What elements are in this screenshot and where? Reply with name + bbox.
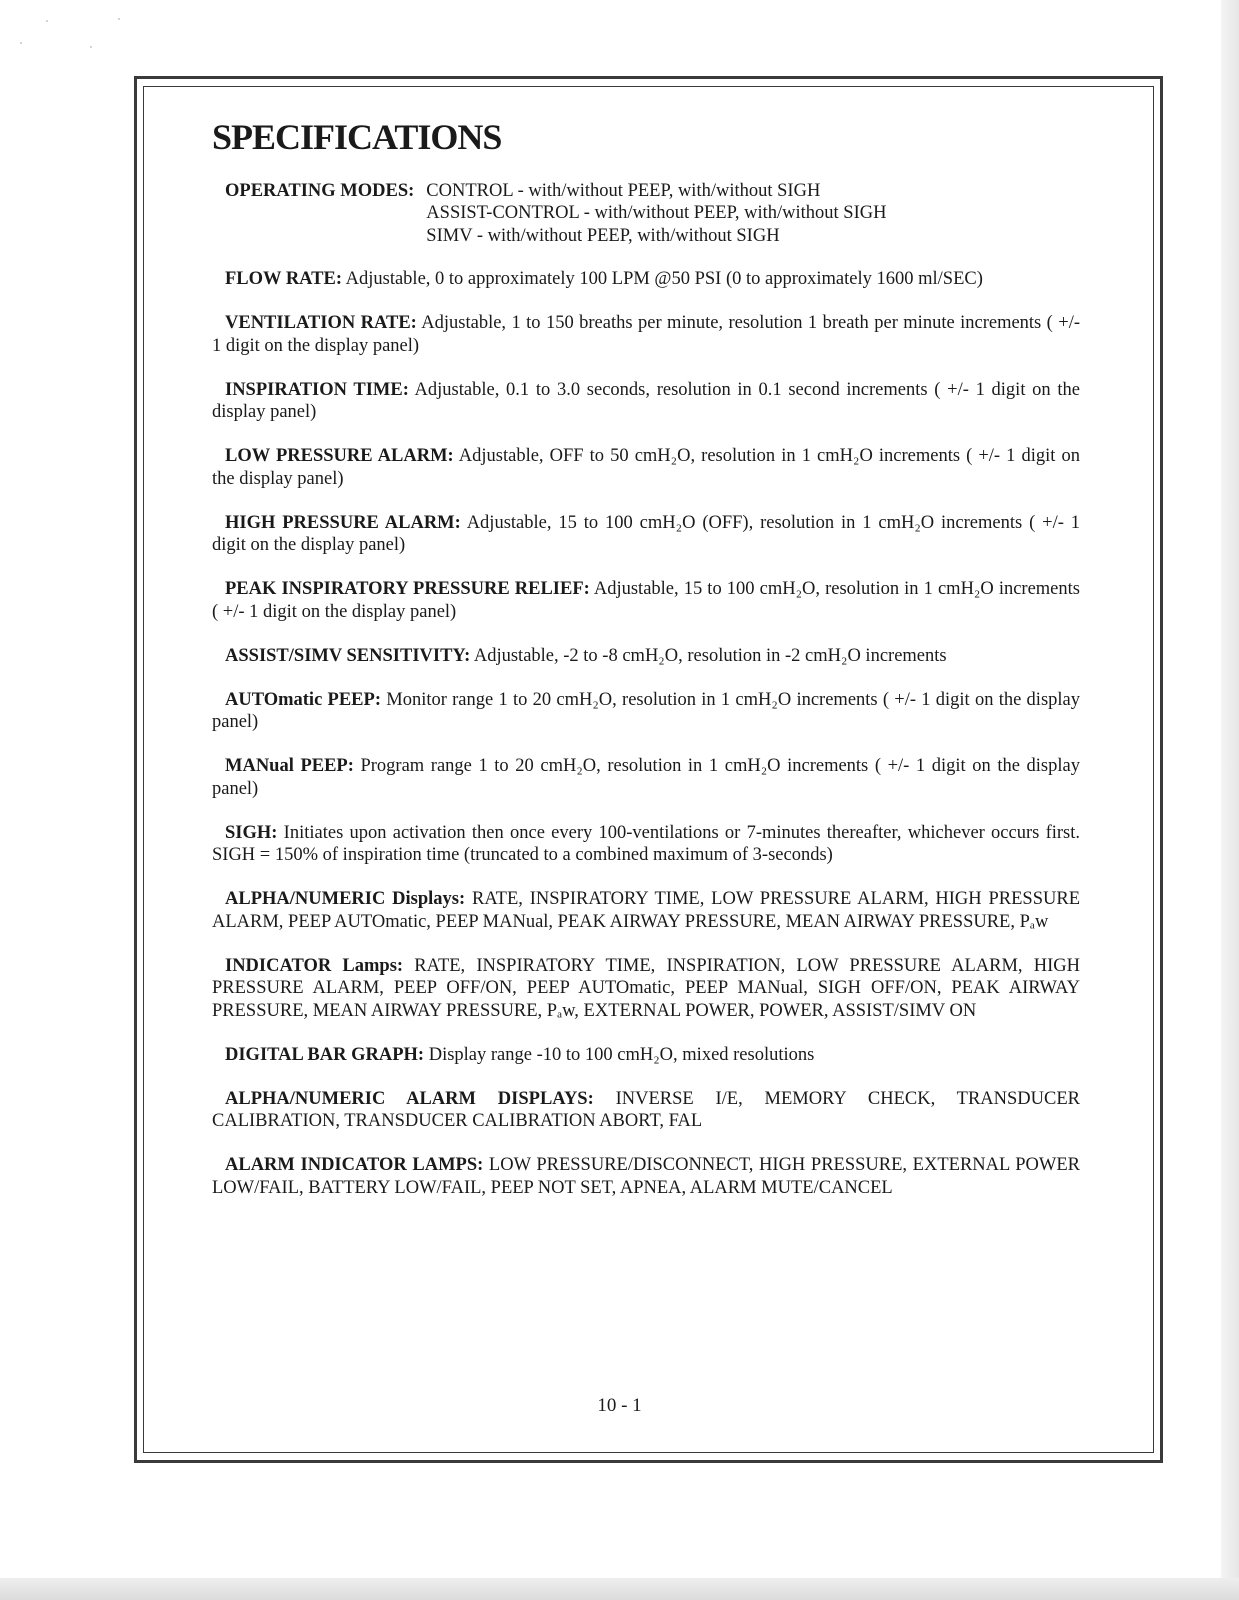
page-number: 10 - 1	[597, 1395, 642, 1416]
scan-speck	[118, 18, 120, 20]
spec-text: INVERSE I/E, MEMORY CHECK, TRANSDUCER CALIBRATION, TRANSDUCER CALIBRATION ABORT, FAL	[212, 1088, 1081, 1132]
spec-label: ASSIST/SIMV SENSITIVITY:	[225, 645, 471, 666]
spec-text: Monitor range 1 to 20 cmH₂O, resolution in 1 cmH₂O increments ( +/- 1 digit on the display panel)	[212, 689, 1080, 733]
spec-digital-bar-graph	[212, 1044, 1080, 1067]
spec-label: VENTILATION RATE:	[225, 313, 417, 334]
spec-label: MANual PEEP:	[225, 756, 354, 777]
operating-modes-label: OPERATING MODES:	[225, 180, 415, 201]
operating-mode-item: CONTROL - with/without PEEP, with/without SIGH	[426, 180, 821, 201]
spec-label: AUTOmatic PEEP:	[225, 689, 381, 710]
scan-speck	[20, 42, 22, 44]
spec-alpha-numeric-alarm-displays	[212, 1088, 1080, 1133]
spec-label: INDICATOR Lamps:	[225, 955, 404, 976]
spec-text: Initiates upon activation then once every 100-ventilations or 7-minutes thereafter, whichever occurs first. SIGH = 150% of inspiration time (truncated to a combined maximum of 3-seconds)	[212, 822, 1080, 866]
scan-specks	[20, 18, 130, 58]
spec-text: Adjustable, 0 to approximately 100 LPM @50 PSI (0 to approximately 1600 ml/SEC)	[345, 269, 983, 290]
spec-text: Adjustable, OFF to 50 cmH₂O, resolution in 1 cmH₂O increments ( +/- 1 digit on the display panel)	[212, 446, 1080, 489]
spec-text: Adjustable, 0.1 to 3.0 seconds, resolution in 0.1 second increments ( +/- 1 digit on the display panel)	[212, 379, 1080, 423]
scan-speck	[46, 20, 48, 22]
operating-modes	[225, 180, 1080, 248]
scan-edge-right	[1221, 0, 1239, 1600]
spec-manual-peep	[212, 755, 1080, 800]
spec-ventilation-rate	[212, 312, 1080, 357]
spec-label: ALPHA/NUMERIC Displays:	[225, 889, 466, 910]
operating-modes-list	[426, 180, 886, 248]
spec-sigh	[212, 822, 1080, 867]
spec-label: ALPHA/NUMERIC ALARM DISPLAYS:	[225, 1088, 594, 1109]
scan-speck	[90, 46, 92, 48]
spec-label: HIGH PRESSURE ALARM:	[225, 512, 461, 533]
spec-label: ALARM INDICATOR LAMPS:	[225, 1155, 484, 1176]
operating-mode-item: ASSIST-CONTROL - with/without PEEP, with/without SIGH	[426, 203, 887, 224]
spec-indicator-lamps	[212, 955, 1080, 1023]
spec-alarm-indicator-lamps	[212, 1154, 1080, 1199]
spec-label: LOW PRESSURE ALARM:	[225, 446, 454, 467]
spec-flow-rate	[212, 268, 1080, 291]
spec-low-pressure-alarm	[212, 445, 1080, 490]
specifications-content	[212, 118, 1080, 1221]
spec-alpha-numeric-displays	[212, 888, 1080, 933]
spec-text: LOW PRESSURE/DISCONNECT, HIGH PRESSURE, EXTERNAL POWER LOW/FAIL, BATTERY LOW/FAIL, PEEP NOT SET, APNEA, ALARM MUTE/CANCEL	[212, 1155, 1080, 1198]
spec-label: SIGH:	[225, 822, 278, 843]
spec-text: RATE, INSPIRATORY TIME, LOW PRESSURE ALARM, HIGH PRESSURE ALARM, PEEP AUTOmatic, PEEP MANual, PEAK AIRWAY PRESSURE, MEAN AIRWAY PRESSURE, Pₐw	[212, 889, 1081, 932]
spec-peak-inspiratory-pressure-relief	[212, 578, 1080, 623]
spec-text: Program range 1 to 20 cmH₂O, resolution in 1 cmH₂O increments ( +/- 1 digit on the display panel)	[212, 756, 1080, 799]
spec-assist-simv-sensitivity	[212, 645, 1080, 668]
spec-text: Adjustable, 1 to 150 breaths per minute, resolution 1 breath per minute increments ( +/- 1 digit on the display panel)	[212, 313, 1081, 356]
spec-text: Display range -10 to 100 cmH₂O, mixed resolutions	[428, 1044, 815, 1065]
scan-edge-bottom	[0, 1578, 1239, 1600]
spec-automatic-peep	[212, 689, 1080, 734]
spec-label: PEAK INSPIRATORY PRESSURE RELIEF:	[225, 579, 590, 600]
spec-label: FLOW RATE:	[225, 269, 343, 290]
spec-label: DIGITAL BAR GRAPH:	[225, 1044, 425, 1065]
operating-mode-item: SIMV - with/without PEEP, with/without SIGH	[426, 225, 780, 246]
spec-text: RATE, INSPIRATORY TIME, INSPIRATION, LOW PRESSURE ALARM, HIGH PRESSURE ALARM, PEEP OFF/ON, PEEP AUTOmatic, PEEP MANual, SIGH OFF/ON, PEAK AIRWAY PRESSURE, MEAN AIRWAY PRESSURE, Pₐw, EXTERNAL POWER, POWER, ASSIST/SIMV ON	[212, 955, 1080, 1021]
page-title: SPECIFICATIONS	[212, 117, 502, 157]
spec-high-pressure-alarm	[212, 512, 1080, 557]
spec-label: INSPIRATION TIME:	[225, 379, 409, 400]
spec-inspiration-time	[212, 379, 1080, 424]
spec-text: Adjustable, -2 to -8 cmH₂O, resolution in -2 cmH₂O increments	[473, 645, 947, 666]
spec-text: Adjustable, 15 to 100 cmH₂O (OFF), resolution in 1 cmH₂O increments ( +/- 1 digit on the display panel)	[212, 512, 1081, 556]
spec-text: Adjustable, 15 to 100 cmH₂O, resolution in 1 cmH₂O increments ( +/- 1 digit on the display panel)	[212, 579, 1080, 622]
